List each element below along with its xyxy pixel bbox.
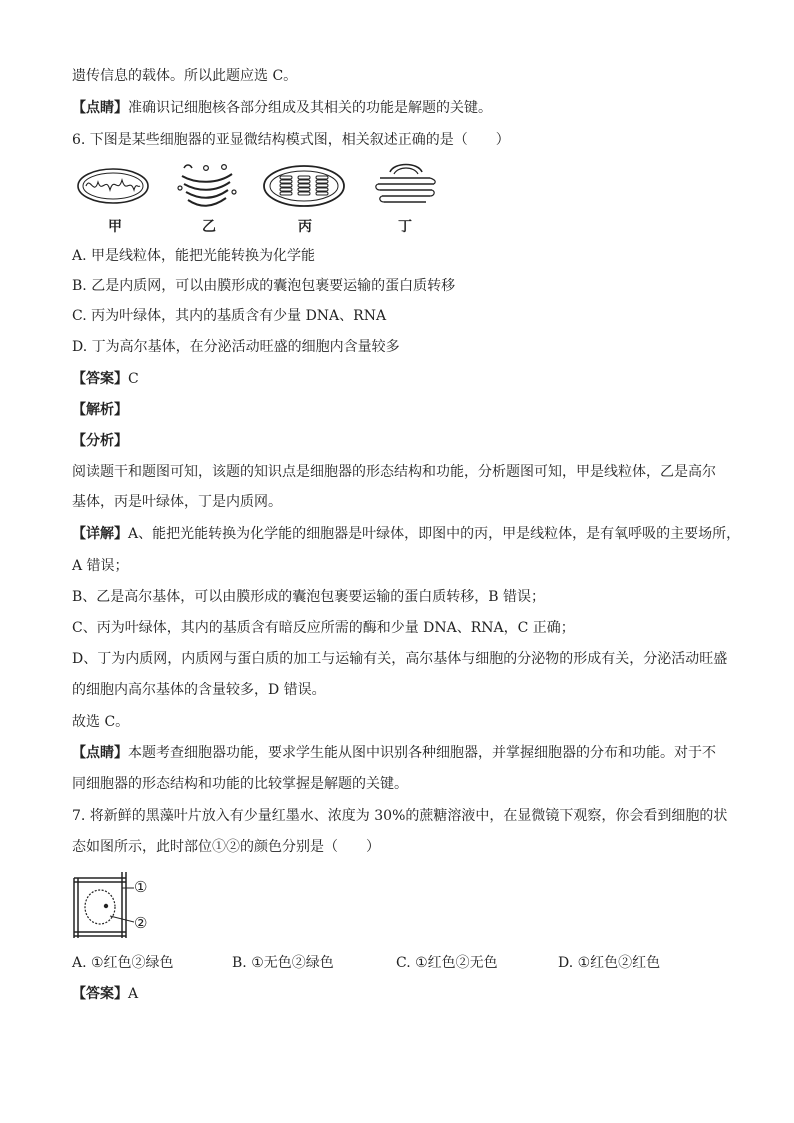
detail-line-3: B、乙是高尔基体，可以由膜形成的囊泡包裹要运输的蛋白质转移，B 错误； (72, 589, 546, 605)
tip-tag: 【点睛】 (72, 100, 128, 116)
endoplasmic-reticulum-diagram (372, 160, 442, 210)
label-jia: 甲 (108, 219, 122, 235)
cell-label-1: ① (134, 878, 148, 896)
analysis-line-2: 基体，丙是叶绿体，丁是内质网。 (72, 494, 282, 510)
option-7c: C. ①红色②无色 (396, 955, 498, 971)
option-6d: D. 丁为高尔基体，在分泌活动旺盛的细胞内含量较多 (72, 339, 400, 355)
detail-line-2: A 错误； (72, 558, 129, 574)
option-7a: A. ①红色②绿色 (72, 955, 174, 971)
tip2-text-1: 本题考查细胞器功能，要求学生能从图中识别各种细胞器，并掌握细胞器的分布和功能。对于不 (128, 745, 716, 761)
option-6a: A. 甲是线粒体，能把光能转换为化学能 (72, 248, 316, 264)
detail-line-4: C、丙为叶绿体，其内的基质含有暗反应所需的酶和少量 DNA、RNA，C 正确； (72, 620, 575, 636)
organelle-figure (72, 160, 452, 235)
question-7-stem-1: 7. 将新鲜的黑藻叶片放入有少量红墨水、浓度为 30%的蔗糖溶液中，在显微镜下观察，你会看到细胞的状 (72, 808, 728, 824)
mitochondrion-diagram (76, 166, 150, 206)
answer-6-line (72, 369, 732, 389)
option-6c: C. 丙为叶绿体，其内的基质含有少量 DNA、RNA (72, 308, 387, 324)
detail-line-1 (72, 524, 741, 544)
plant-cell-diagram (72, 872, 162, 940)
answer-7-tag: 【答案】 (72, 986, 128, 1002)
chloroplast-diagram (262, 164, 346, 208)
cell-figure (72, 872, 162, 940)
tip-text: 准确识记细胞核各部分组成及其相关的功能是解题的关键。 (128, 100, 492, 116)
tip2-line-2: 同细胞器的形态结构和功能的比较掌握是解题的关键。 (72, 776, 408, 792)
detail-line-7: 故选 C。 (72, 714, 130, 730)
tip2-line-1 (72, 743, 732, 763)
tip-line (72, 98, 732, 118)
analysis-line-1: 阅读题干和题图可知，该题的知识点是细胞器的形态结构和功能，分析题图可知，甲是线粒体，乙是高尔 (72, 464, 716, 480)
detail-tag: 【详解】 (72, 526, 128, 542)
question-7-stem-2: 态如图所示，此时部位①②的颜色分别是（ ） (72, 839, 380, 855)
cell-label-2: ② (134, 914, 148, 932)
detail-line-6: 的细胞内高尔基体的含量较多，D 错误。 (72, 682, 326, 698)
text-line: 遗传信息的载体。所以此题应选 C。 (72, 68, 298, 84)
golgi-diagram (176, 162, 238, 210)
option-7b: B. ①无色②绿色 (232, 955, 334, 971)
label-bing: 丙 (298, 219, 312, 235)
fenxi-heading: 【分析】 (72, 433, 128, 449)
label-ding: 丁 (398, 219, 412, 235)
option-6b: B. 乙是内质网，可以由膜形成的囊泡包裹要运输的蛋白质转移 (72, 278, 456, 294)
answer-tag: 【答案】 (72, 371, 128, 387)
answer-7-value: A (128, 986, 139, 1002)
answer-7-line (72, 984, 732, 1004)
question-7-options (72, 952, 732, 972)
label-yi: 乙 (202, 219, 216, 235)
jiexi-heading: 【解析】 (72, 402, 128, 418)
answer-6-value: C (128, 371, 139, 387)
detail-text-1: A、能把光能转换为化学能的细胞器是叶绿体，即图中的丙，甲是线粒体，是有氧呼吸的主要场所， (128, 526, 741, 542)
detail-line-5: D、丁为内质网，内质网与蛋白质的加工与运输有关，高尔基体与细胞的分泌物的形成有关，分泌活动旺盛 (72, 651, 728, 667)
tip2-tag: 【点睛】 (72, 745, 128, 761)
question-6-stem: 6. 下图是某些细胞器的亚显微结构模式图，相关叙述正确的是（ ） (72, 132, 510, 148)
option-7d: D. ①红色②红色 (558, 955, 661, 971)
